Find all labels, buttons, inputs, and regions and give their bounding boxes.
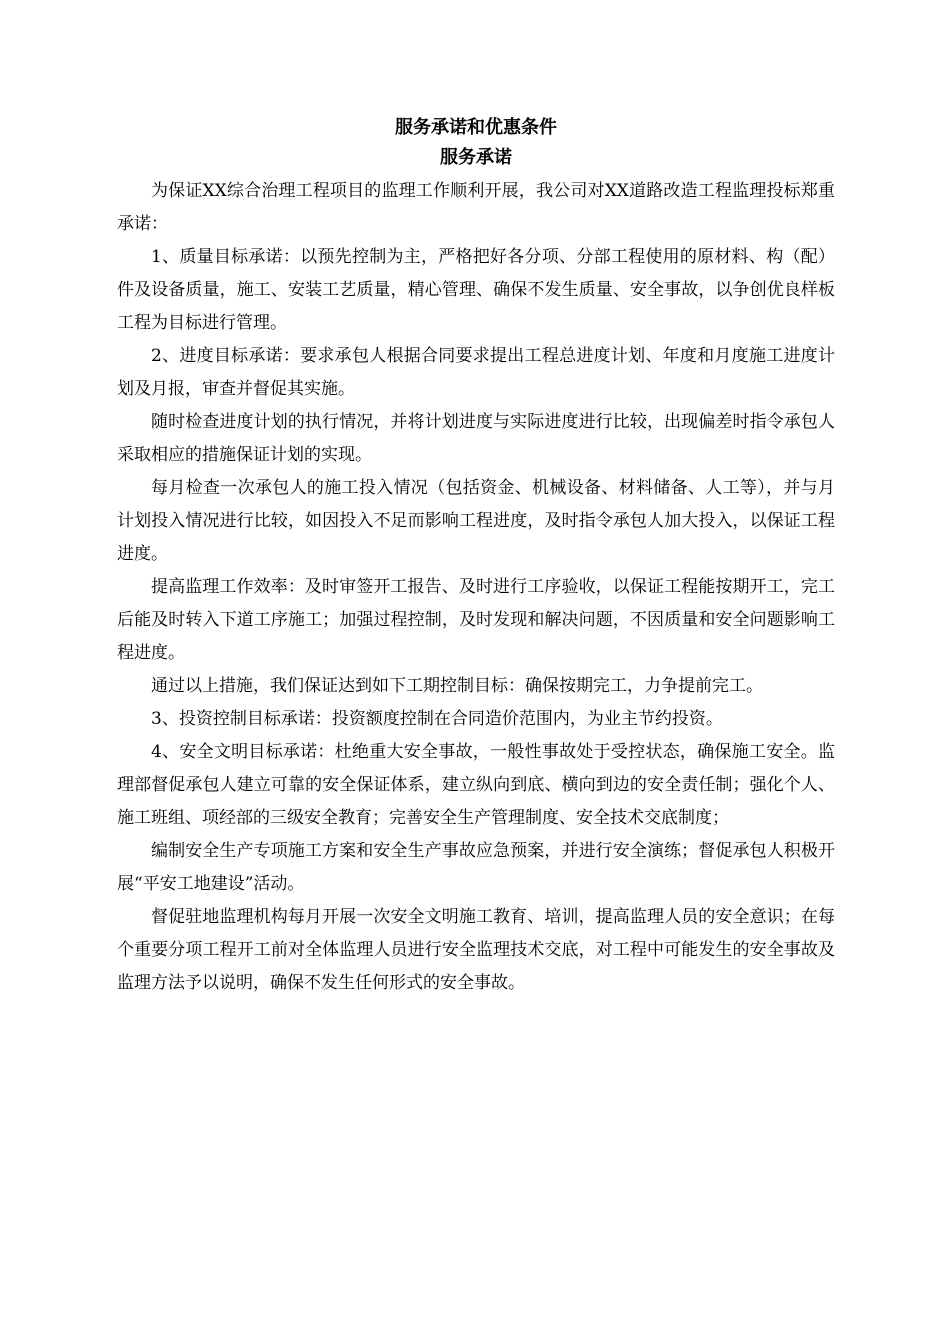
paragraph-safety-plan: 编制安全生产专项施工方案和安全生产事故应急预案，并进行安全演练；督促承包人积极开展“平安工地建设”活动。: [117, 841, 835, 894]
paragraph-investment-commitment: 3、投资控制目标承诺：投资额度控制在合同造价范围内，为业主节约投资。: [151, 709, 723, 729]
paragraph-schedule-commitment: 2、进度目标承诺：要求承包人根据合同要求提出工程总进度计划、年度和月度施工进度计划及月报，审查并督促其实施。: [117, 346, 835, 399]
document-body: [117, 113, 835, 1000]
paragraph-safety-commitment: 4、安全文明目标承诺：杜绝重大安全事故，一般性事故处于受控状态，确保施工安全。监理部督促承包人建立可靠的安全保证体系，建立纵向到底、横向到边的安全责任制；强化个人、施工班组、项经部的三级安全教育；完善安全生产管理制度、安全技术交底制度；: [117, 742, 835, 828]
paragraph-schedule-check: 随时检查进度计划的执行情况，并将计划进度与实际进度进行比较，出现偏差时指令承包人采取相应的措施保证计划的实现。: [117, 412, 835, 465]
paragraph-schedule-goal: 通过以上措施，我们保证达到如下工期控制目标：确保按期完工，力争提前完工。: [151, 676, 763, 696]
document-title: 服务承诺和优惠条件: [395, 117, 557, 138]
paragraph-safety-training: 督促驻地监理机构每月开展一次安全文明施工教育、培训，提高监理人员的安全意识；在每个重要分项工程开工前对全体监理人员进行安全监理技术交底，对工程中可能发生的安全事故及监理方法予以说明，确保不发生任何形式的安全事故。: [117, 907, 835, 993]
paragraph-efficiency: 提高监理工作效率：及时审签开工报告、及时进行工序验收，以保证工程能按期开工，完工后能及时转入下道工序施工；加强过程控制，及时发现和解决问题，不因质量和安全问题影响工程进度。: [117, 577, 835, 663]
paragraph-quality-commitment: 1、质量目标承诺：以预先控制为主，严格把好各分项、分部工程使用的原材料、构（配）件及设备质量，施工、安装工艺质量，精心管理、确保不发生质量、安全事故，以争创优良样板工程为目标进行管理。: [117, 247, 835, 333]
paragraph-intro: 为保证XX综合治理工程项目的监理工作顺利开展，我公司对XX道路改造工程监理投标郑重承诺：: [117, 181, 835, 234]
paragraph-monthly-check: 每月检查一次承包人的施工投入情况（包括资金、机械设备、材料储备、人工等），并与月计划投入情况进行比较，如因投入不足而影响工程进度，及时指令承包人加大投入，以保证工程进度。: [117, 478, 835, 564]
section-heading: 服务承诺: [440, 147, 512, 168]
